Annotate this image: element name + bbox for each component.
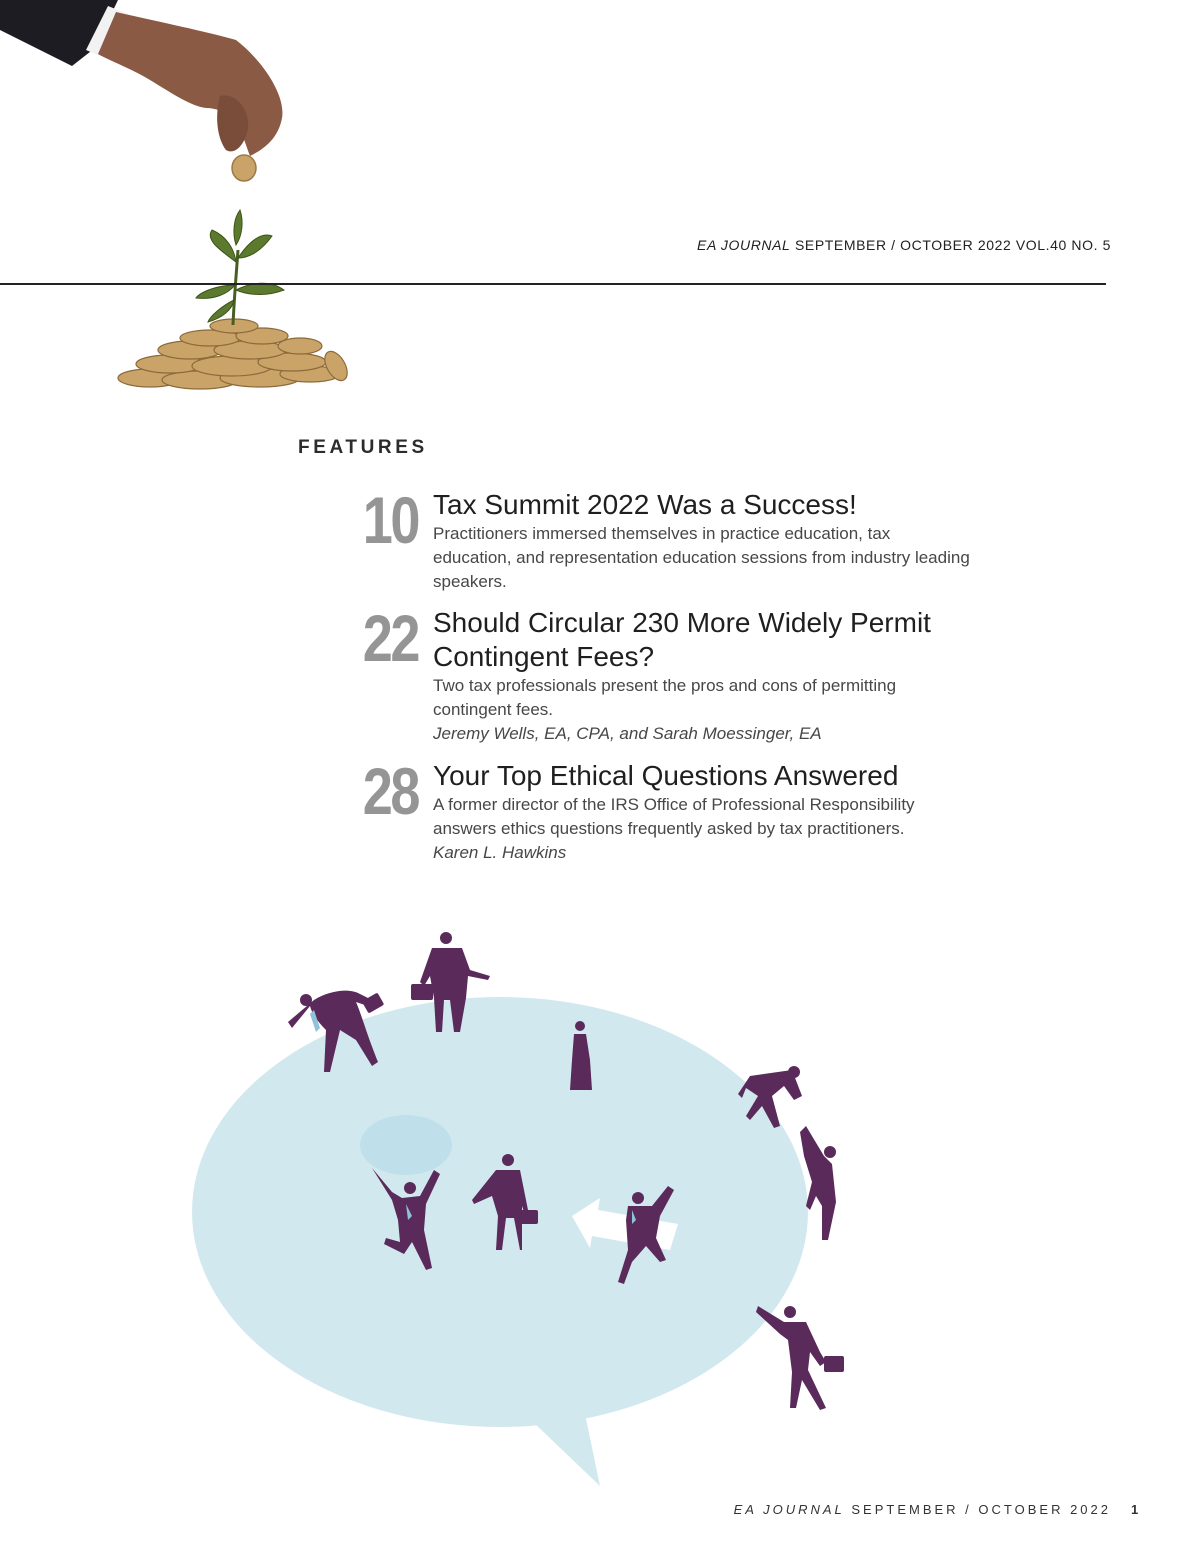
journal-name: EA JOURNAL	[697, 237, 791, 253]
feature-title[interactable]: Your Top Ethical Questions Answered	[433, 760, 899, 791]
feature-page-number: 10	[362, 483, 418, 557]
feature-item[interactable]	[340, 601, 980, 746]
issue-info: SEPTEMBER / OCTOBER 2022 VOL.40 NO. 5	[794, 237, 1111, 253]
page-footer	[734, 1502, 1111, 1517]
features-heading: FEATURES	[298, 437, 428, 458]
feature-title[interactable]: Tax Summit 2022 Was a Success!	[433, 489, 857, 520]
feature-item[interactable]	[340, 754, 980, 869]
feature-author: Karen L. Hawkins	[433, 843, 567, 862]
footer-issue: SEPTEMBER / OCTOBER 2022	[851, 1502, 1111, 1517]
feature-page-number: 22	[362, 601, 418, 675]
feature-summary: A former director of the IRS Office of Professional Responsibility answers ethics questions frequently asked by tax practitioners.	[433, 795, 915, 838]
hand-coin-plant-illustration	[0, 0, 360, 400]
feature-item[interactable]	[340, 483, 980, 598]
feature-page-number: 28	[362, 754, 418, 828]
feature-author: Jeremy Wells, EA, CPA, and Sarah Moessinger, EA	[433, 724, 822, 743]
header-rule	[0, 283, 1106, 285]
speech-bubble-people-illustration	[180, 920, 880, 1500]
footer-journal: EA JOURNAL	[733, 1502, 845, 1517]
feature-title[interactable]: Should Circular 230 More Widely Permit Contingent Fees?	[433, 607, 931, 672]
page-number: 1	[1131, 1502, 1139, 1517]
issue-line	[697, 237, 1111, 253]
feature-summary: Two tax professionals present the pros and cons of permitting contingent fees.	[433, 676, 897, 719]
feature-summary: Practitioners immersed themselves in practice education, tax education, and representation education sessions from industry leading speakers.	[433, 524, 970, 591]
